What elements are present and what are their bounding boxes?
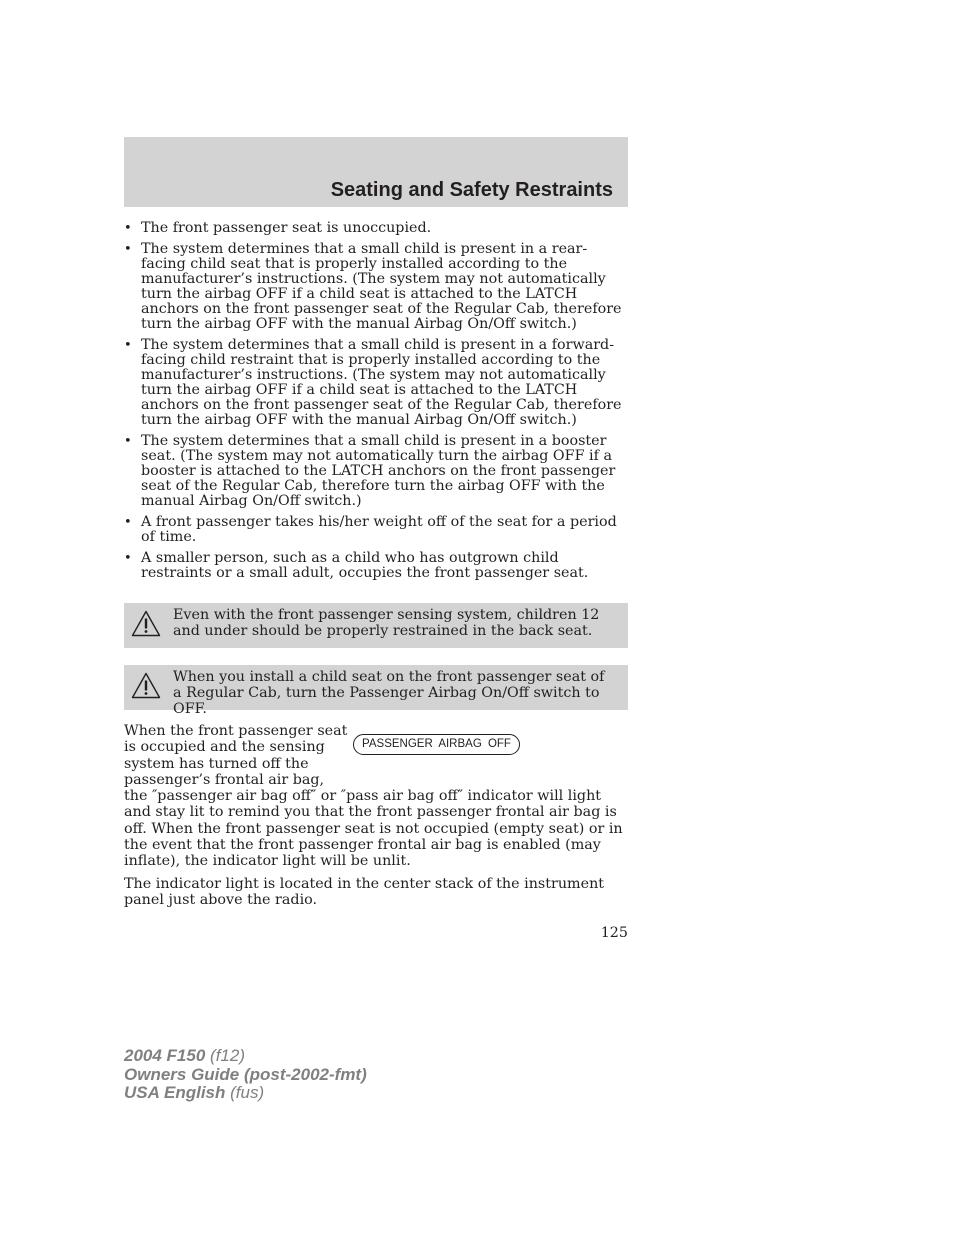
list-item: • The front passenger seat is unoccupied.: [124, 220, 432, 236]
list-item: • The system determines that a small child is present in a rear-facing child seat that is properly installed according to the manufacturer’s instructions. (The system may not automatically turn the airbag OFF if a child seat is attached to the LATCH anchors on the front passenger seat of the Regular Cab, therefore turn the airbag OFF with the manual Airbag On/Off switch.): [124, 241, 622, 332]
paragraph-text: When the front passenger seat is occupied and the sensing system has turned off the passenger’s frontal air bag, the ″passenger air bag off″ or ″pass air bag off″ indicator will light and stay lit to remind you that the front passenger frontal air bag is off. When the front passenger seat is not occupied (empty seat) or in the event that the front passenger frontal air bag is enabled (may inflate), the indicator light will be unlit.: [124, 723, 623, 870]
document-footer: [124, 1047, 367, 1103]
list-item: • A front passenger takes his/her weight off of the seat for a period of time.: [124, 514, 617, 545]
footer-line-language: USA English (fus): [124, 1083, 265, 1102]
indicator-illustration: [352, 723, 628, 785]
warning-triangle-icon: [131, 610, 161, 637]
bullet-icon: •: [124, 515, 132, 530]
list-item: • A smaller person, such as a child who has outgrown child restraints or a small adult, occupies the front passenger seat.: [124, 550, 589, 581]
list-item: • The system determines that a small child is present in a booster seat. (The system may not automatically turn the airbag OFF if a booster is attached to the LATCH anchors on the front passenger seat of the Regular Cab, therefore turn the airbag OFF with the manual Airbag On/Off switch.): [124, 433, 616, 509]
warning-text: Even with the front passenger sensing system, children 12 and under should be properly restrained in the back seat.: [173, 607, 600, 639]
bullet-icon: •: [124, 338, 132, 353]
warning-triangle-icon: [131, 672, 161, 699]
footer-line-guide: Owners Guide (post-2002-fmt): [124, 1064, 367, 1084]
bullet-icon: •: [124, 242, 132, 257]
footer-line-model: 2004 F150 (f12): [124, 1046, 245, 1065]
airbag-indicator-paragraph: [124, 723, 628, 870]
page-number: 125: [600, 925, 628, 941]
warning-box-child-seat: [124, 665, 628, 717]
bullet-icon: •: [124, 551, 132, 566]
section-header: [124, 137, 628, 207]
warning-text: When you install a child seat on the front passenger seat of a Regular Cab, turn the Passenger Airbag On/Off switch to OFF.: [173, 669, 605, 717]
section-title: Seating and Safety Restraints: [330, 179, 613, 201]
warning-box-children: [124, 603, 628, 648]
list-item: • The system determines that a small child is present in a forward-facing child restraint that is properly installed according to the manufacturer’s instructions. (The system may not automatically turn the airbag OFF if a child seat is attached to the LATCH anchors on the front passenger seat of the Regular Cab, therefore turn the airbag OFF with the manual Airbag On/Off switch.): [124, 337, 622, 428]
indicator-location-paragraph: The indicator light is located in the center stack of the instrument panel just above the radio.: [124, 876, 605, 908]
bullet-icon: •: [124, 434, 132, 449]
passenger-airbag-off-indicator: PASSENGER AIRBAG OFF: [353, 734, 520, 755]
condition-list: [124, 221, 628, 587]
bullet-icon: •: [124, 221, 132, 236]
